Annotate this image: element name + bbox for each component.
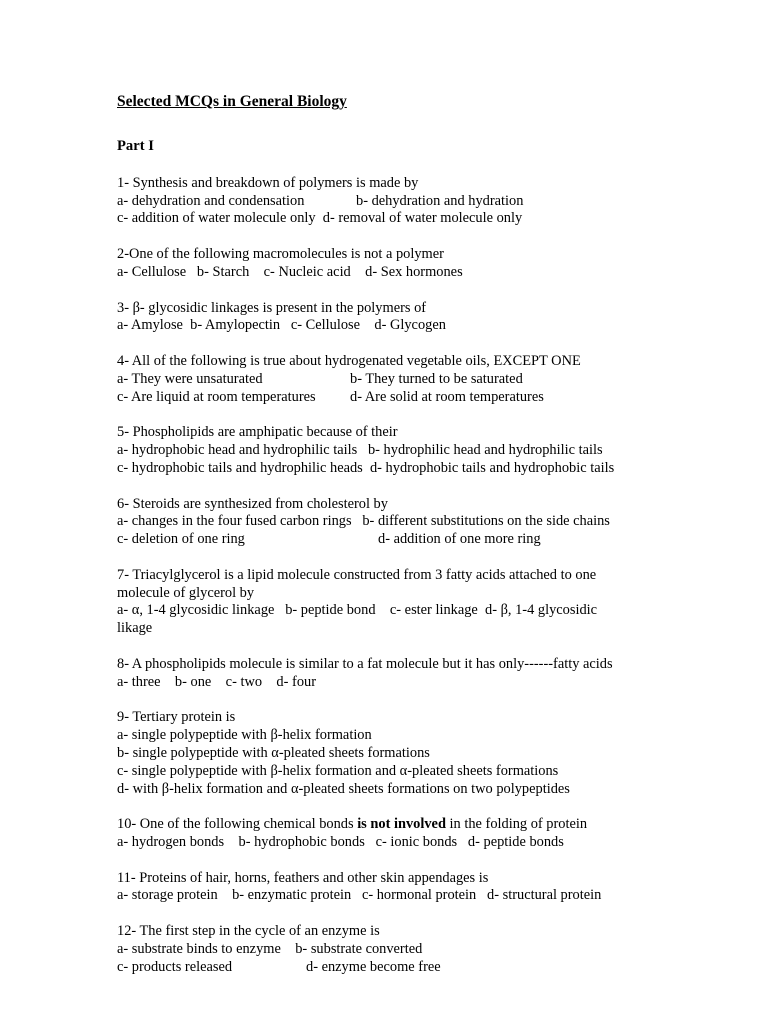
- question-12-options-cd: [117, 958, 441, 976]
- question-7: 7- Triacylglycerol is a lipid molecule constructed from 3 fatty acids attached to one: [117, 567, 597, 583]
- question-10-options: a- hydrogen bonds b- hydrophobic bonds c- ionic bonds d- peptide bonds: [117, 834, 564, 850]
- question-5: 5- Phospholipids are amphipatic because of their: [117, 424, 398, 440]
- question-6: 6- Steroids are synthesized from cholesterol by: [117, 496, 388, 512]
- question-10-text: 10- One of the following chemical bonds: [117, 816, 358, 832]
- question-6-options-ab: a- changes in the four fused carbon rings b- different substitutions on the side chains: [117, 513, 610, 529]
- question-9-option-d: d- with β-helix formation and α-pleated sheets formations on two polypeptides: [117, 781, 570, 797]
- option-c: c- deletion of one ring: [117, 531, 245, 547]
- question-4-options-ab: [117, 370, 523, 388]
- question-10: [117, 815, 587, 833]
- question-11: 11- Proteins of hair, horns, feathers and other skin appendages is: [117, 870, 489, 886]
- question-4: 4- All of the following is true about hydrogenated vegetable oils, EXCEPT ONE: [117, 353, 581, 369]
- option-a: a- They were unsaturated: [117, 371, 263, 387]
- question-1-options-ab: [117, 192, 524, 210]
- question-4-options-cd: [117, 388, 544, 406]
- question-1-options-cd: c- addition of water molecule only d- removal of water molecule only: [117, 210, 523, 226]
- question-7-continued: molecule of glycerol by: [117, 585, 255, 601]
- question-2: 2-One of the following macromolecules is not a polymer: [117, 246, 444, 262]
- question-11-options: a- storage protein b- enzymatic protein c- hormonal protein d- structural protein: [117, 887, 602, 903]
- question-8: 8- A phospholipids molecule is similar to a fat molecule but it has only------fatty acids: [117, 656, 613, 672]
- question-5-options-cd: c- hydrophobic tails and hydrophilic heads d- hydrophobic tails and hydrophobic tails: [117, 460, 615, 476]
- question-12: 12- The first step in the cycle of an enzyme is: [117, 923, 380, 939]
- document-title: Selected MCQs in General Biology: [117, 93, 347, 110]
- question-6-options-cd: [117, 530, 541, 548]
- question-2-options: a- Cellulose b- Starch c- Nucleic acid d- Sex hormones: [117, 264, 463, 280]
- question-9-option-a: a- single polypeptide with β-helix formation: [117, 727, 372, 743]
- question-9-option-c: c- single polypeptide with β-helix formation and α-pleated sheets formations: [117, 763, 559, 779]
- question-10-emphasis: is not involved: [357, 816, 446, 832]
- question-5-options-ab: a- hydrophobic head and hydrophilic tails b- hydrophilic head and hydrophilic tails: [117, 442, 603, 458]
- question-3: 3- β- glycosidic linkages is present in the polymers of: [117, 300, 427, 316]
- part-heading: Part I: [117, 138, 154, 154]
- question-1: 1- Synthesis and breakdown of polymers is made by: [117, 175, 419, 191]
- question-7-options-continued: likage: [117, 620, 153, 636]
- option-d: d- addition of one more ring: [378, 531, 541, 547]
- option-a: a- dehydration and condensation: [117, 193, 305, 209]
- option-c: c- Are liquid at room temperatures: [117, 389, 316, 405]
- question-7-options: a- α, 1-4 glycosidic linkage b- peptide bond c- ester linkage d- β, 1-4 glycosidic: [117, 602, 598, 618]
- question-3-options: a- Amylose b- Amylopectin c- Cellulose d- Glycogen: [117, 317, 446, 333]
- option-d: d- enzyme become free: [306, 959, 441, 975]
- option-b: b- They turned to be saturated: [350, 371, 523, 387]
- question-9: 9- Tertiary protein is: [117, 709, 236, 725]
- question-8-options: a- three b- one c- two d- four: [117, 674, 316, 690]
- question-10-text-end: in the folding of protein: [445, 816, 588, 832]
- option-d: d- Are solid at room temperatures: [350, 389, 544, 405]
- option-c: c- products released: [117, 959, 233, 975]
- option-b: b- dehydration and hydration: [356, 193, 524, 209]
- question-9-option-b: b- single polypeptide with α-pleated sheets formations: [117, 745, 430, 761]
- question-12-options-ab: a- substrate binds to enzyme b- substrate converted: [117, 941, 423, 957]
